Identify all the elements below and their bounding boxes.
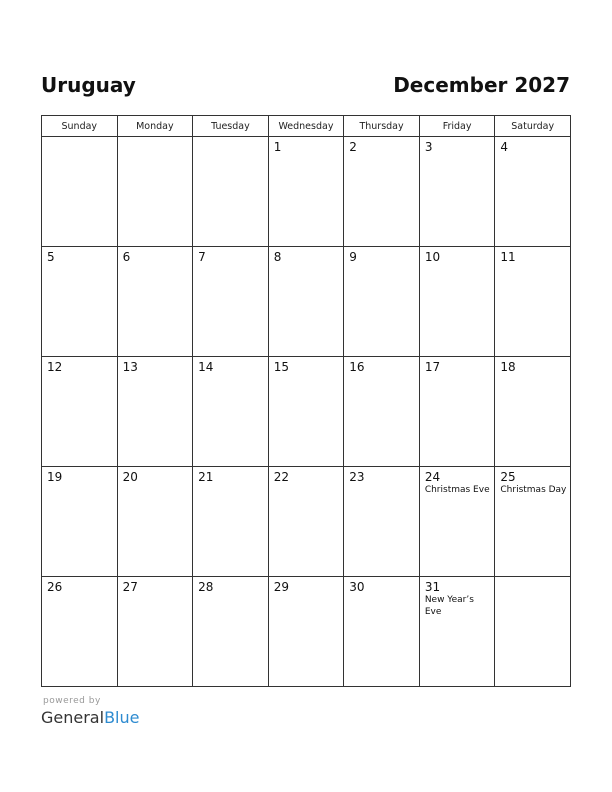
day-cell xyxy=(42,247,118,357)
day-cell xyxy=(495,247,571,357)
day-cell xyxy=(193,357,269,467)
day-cell xyxy=(495,577,571,687)
day-number: 23 xyxy=(349,470,365,484)
month-title: December 2027 xyxy=(393,73,570,97)
day-number: 22 xyxy=(273,470,289,484)
day-cell xyxy=(193,467,269,577)
week-row xyxy=(42,357,571,467)
day-number: 28 xyxy=(198,580,214,594)
holiday-label: New Year’s Eve xyxy=(424,595,474,617)
day-number: 18 xyxy=(500,360,516,374)
day-number: 3 xyxy=(424,140,433,154)
day-number: 27 xyxy=(122,580,138,594)
day-cell xyxy=(419,247,495,357)
weekday-tuesday: Tuesday xyxy=(193,116,269,137)
day-number: 29 xyxy=(273,580,289,594)
day-cell xyxy=(419,137,495,247)
day-cell xyxy=(268,577,344,687)
weekday-monday: Monday xyxy=(117,116,193,137)
weekday-thursday: Thursday xyxy=(344,116,420,137)
brand-general-text: General xyxy=(41,708,105,727)
day-cell xyxy=(117,247,193,357)
country-title: Uruguay xyxy=(41,73,136,97)
week-row xyxy=(42,247,571,357)
day-cell xyxy=(268,137,344,247)
week-row xyxy=(42,467,571,577)
day-cell xyxy=(117,137,193,247)
holiday-label: Christmas Eve xyxy=(424,485,490,495)
day-cell xyxy=(495,467,571,577)
day-number: 1 xyxy=(273,140,282,154)
day-cell xyxy=(117,357,193,467)
brand-blue-text: Blue xyxy=(104,708,140,727)
day-cell xyxy=(268,467,344,577)
day-number: 17 xyxy=(424,360,441,374)
day-number xyxy=(118,137,193,140)
day-number: 30 xyxy=(349,580,365,594)
day-cell xyxy=(419,577,495,687)
day-number: 5 xyxy=(47,250,55,264)
weekday-wednesday: Wednesday xyxy=(268,116,344,137)
day-cell xyxy=(419,357,495,467)
generalblue-logo[interactable] xyxy=(41,708,139,728)
day-number: 6 xyxy=(122,250,131,264)
week-row xyxy=(42,577,571,687)
day-number: 26 xyxy=(47,580,63,594)
day-number: 15 xyxy=(273,360,289,374)
day-number: 24 xyxy=(424,470,441,484)
day-cell xyxy=(193,577,269,687)
weekday-friday: Friday xyxy=(419,116,495,137)
day-number: 4 xyxy=(500,140,509,154)
holiday-label: Christmas Day xyxy=(500,485,567,495)
day-cell xyxy=(419,467,495,577)
day-number xyxy=(193,137,268,140)
day-number: 25 xyxy=(500,470,516,484)
day-number: 12 xyxy=(47,360,63,374)
weekday-sunday: Sunday xyxy=(42,116,118,137)
day-cell xyxy=(117,577,193,687)
day-number: 20 xyxy=(122,470,138,484)
footer xyxy=(41,696,139,728)
day-number xyxy=(42,137,117,140)
day-number: 9 xyxy=(349,250,357,264)
day-number: 13 xyxy=(122,360,138,374)
day-cell xyxy=(268,357,344,467)
day-number: 8 xyxy=(273,250,282,264)
calendar-grid xyxy=(41,115,571,687)
day-number: 11 xyxy=(500,250,516,264)
weekday-header-row xyxy=(42,116,571,137)
day-number: 21 xyxy=(198,470,214,484)
day-number: 14 xyxy=(198,360,214,374)
day-cell xyxy=(344,137,420,247)
day-cell xyxy=(193,137,269,247)
day-cell xyxy=(495,137,571,247)
day-cell xyxy=(42,467,118,577)
day-cell xyxy=(42,357,118,467)
day-cell xyxy=(344,247,420,357)
weekday-saturday: Saturday xyxy=(495,116,571,137)
day-cell xyxy=(495,357,571,467)
day-cell xyxy=(117,467,193,577)
powered-by-label: powered by xyxy=(43,696,101,706)
day-number xyxy=(495,577,570,580)
day-cell xyxy=(42,577,118,687)
week-row xyxy=(42,137,571,247)
day-cell xyxy=(344,577,420,687)
day-number: 31 xyxy=(424,580,441,594)
day-cell xyxy=(193,247,269,357)
day-cell xyxy=(344,467,420,577)
day-number: 19 xyxy=(47,470,63,484)
day-number: 7 xyxy=(198,250,206,264)
day-number: 16 xyxy=(349,360,365,374)
day-cell xyxy=(344,357,420,467)
day-number: 2 xyxy=(349,140,357,154)
day-cell xyxy=(268,247,344,357)
day-number: 10 xyxy=(424,250,441,264)
day-cell xyxy=(42,137,118,247)
calendar-header xyxy=(41,70,570,100)
